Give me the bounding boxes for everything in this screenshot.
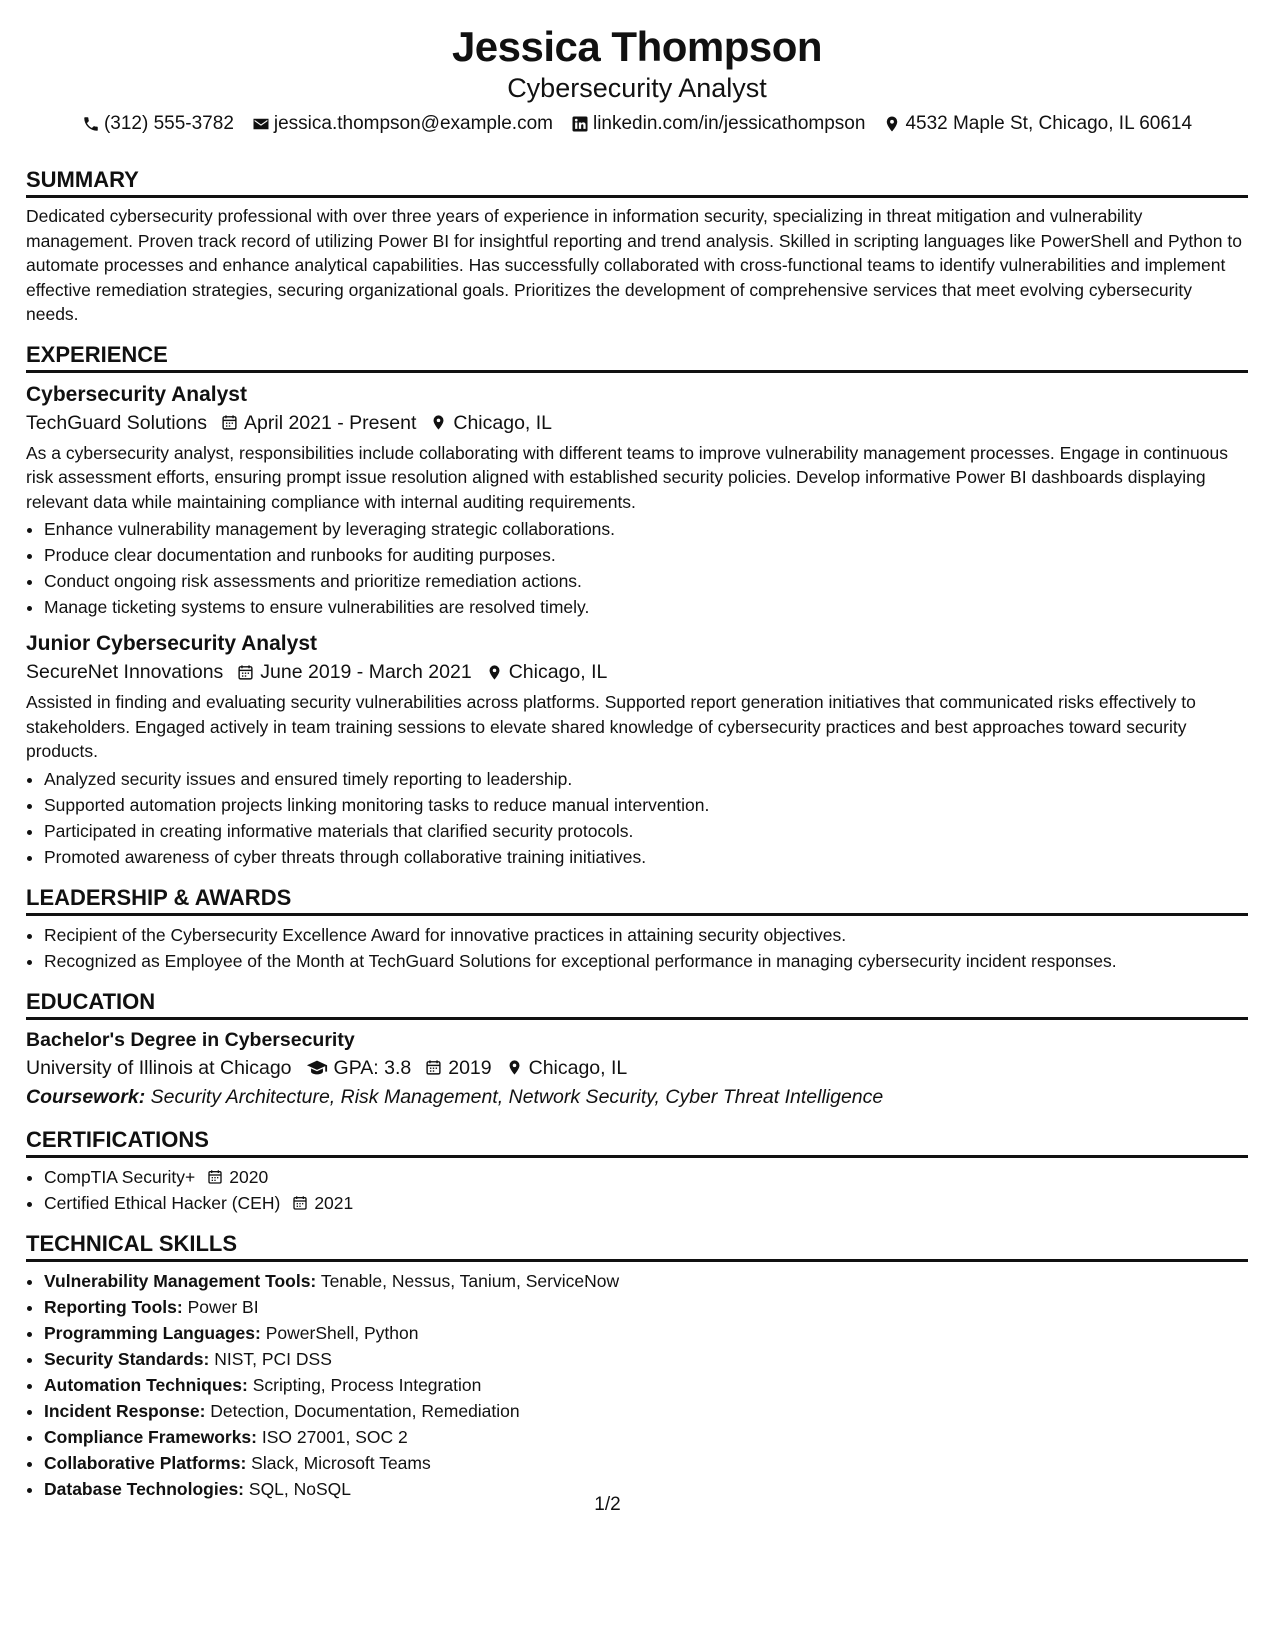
skills-section [26, 1230, 1248, 1502]
calendar-icon [221, 414, 238, 431]
list-item: • Supported automation projects linking monitoring tasks to reduce manual intervention. [44, 792, 1248, 818]
calendar-icon [237, 664, 254, 681]
section-title-education: EDUCATION [26, 988, 1248, 1020]
skill-label: Reporting Tools: [44, 1296, 183, 1317]
job-entry [26, 630, 1248, 870]
list-item [44, 1450, 1248, 1476]
section-title-experience: EXPERIENCE [26, 341, 1248, 373]
skill-value: Scripting, Process Integration [252, 1374, 482, 1395]
list-item [44, 1294, 1248, 1320]
skill-label: Automation Techniques: [44, 1374, 248, 1395]
skill-label: Incident Response: [44, 1400, 206, 1421]
list-item: • Recipient of the Cybersecurity Excellence Award for innovative practices in attaining security objectives. [44, 922, 1248, 948]
education-school: University of Illinois at Chicago [26, 1056, 292, 1079]
skill-value: Tenable, Nessus, Tanium, ServiceNow [320, 1270, 620, 1291]
education-gpa: GPA: 3.8 [333, 1056, 412, 1079]
education-section [26, 988, 1248, 1112]
job-location: Chicago, IL [453, 411, 553, 434]
contact-email[interactable] [252, 112, 553, 136]
contact-bar [26, 112, 1248, 136]
skill-label: Compliance Frameworks: [44, 1426, 257, 1447]
section-title-certifications: CERTIFICATIONS [26, 1126, 1248, 1158]
candidate-name: Jessica Thompson [451, 23, 823, 70]
education-degree: Bachelor's Degree in Cybersecurity [26, 1028, 355, 1051]
section-title-skills: TECHNICAL SKILLS [26, 1230, 1248, 1262]
skill-value: PowerShell, Python [265, 1322, 419, 1343]
award-list [26, 922, 1248, 974]
list-item: • Promoted awareness of cyber threats through collaborative training initiatives. [44, 844, 1248, 870]
certification-year: 2020 [229, 1166, 269, 1187]
certification-name: • CompTIA Security+ [44, 1166, 196, 1187]
job-description: As a cybersecurity analyst, responsibilities include collaborating with different teams to improve vulnerability management processes. Engage in continuous risk assessment efforts, ensuring prompt issue resolution aligned with established security policies. Develop informative Power BI dashboards displaying relevant data while maintaining compliance with internal auditing requirements. [26, 442, 1228, 512]
summary-section [26, 166, 1248, 327]
list-item [44, 1424, 1248, 1450]
job-company: SecureNet Innovations [26, 661, 224, 683]
calendar-icon [425, 1059, 442, 1076]
contact-phone-text: (312) 555-3782 [103, 113, 234, 134]
job-company: TechGuard Solutions [26, 411, 208, 434]
job-location: Chicago, IL [508, 661, 608, 683]
job-meta [26, 409, 1248, 437]
list-item [44, 1190, 1248, 1216]
list-item: • Manage ticketing systems to ensure vulnerabilities are resolved timely. [44, 594, 1248, 620]
skill-label: Database Technologies: [44, 1478, 245, 1499]
job-dates: April 2021 - Present [244, 411, 417, 434]
education-coursework [26, 1082, 1248, 1112]
job-bullets [26, 766, 1248, 870]
certification-name: • Certified Ethical Hacker (CEH) [44, 1192, 281, 1213]
skill-label: Collaborative Platforms: [44, 1452, 247, 1473]
education-meta [26, 1054, 1248, 1082]
skill-value: Power BI [187, 1296, 259, 1317]
list-item: • Enhance vulnerability management by leveraging strategic collaborations. [44, 516, 1248, 542]
job-title: Junior Cybersecurity Analyst [26, 632, 317, 655]
contact-address-text: 4532 Maple St, Chicago, IL 60614 [905, 113, 1193, 134]
skill-value: Slack, Microsoft Teams [251, 1452, 431, 1473]
contact-email-text: jessica.thompson@example.com [273, 113, 553, 134]
list-item [44, 1320, 1248, 1346]
job-dates: June 2019 - March 2021 [260, 661, 472, 683]
linkedin-icon [571, 115, 589, 133]
phone-icon [82, 115, 100, 133]
contact-phone[interactable] [82, 112, 234, 136]
skill-label: Security Standards: [44, 1348, 210, 1369]
contact-linkedin-text: linkedin.com/in/jessicathompson [592, 113, 866, 134]
contact-linkedin[interactable] [571, 112, 865, 136]
skill-value: Detection, Documentation, Remediation [210, 1400, 520, 1421]
education-location: Chicago, IL [528, 1056, 628, 1079]
map-pin-icon [506, 1059, 523, 1076]
experience-section [26, 341, 1248, 870]
skill-label: Vulnerability Management Tools: [44, 1270, 317, 1291]
certification-year: 2021 [314, 1192, 354, 1213]
certification-list [26, 1164, 1248, 1216]
map-pin-icon [430, 414, 447, 431]
list-item [44, 1346, 1248, 1372]
list-item: • Participated in creating informative materials that clarified security protocols. [44, 818, 1248, 844]
map-pin-icon [883, 115, 901, 133]
skill-label: Programming Languages: [44, 1322, 261, 1343]
summary-text: Dedicated cybersecurity professional with over three years of experience in information security, specializing in threat mitigation and vulnerability management. Proven track record of utilizing Power BI for insightful reporting and trend analysis. Skilled in scripting languages like PowerShell and Python to automate processes and enhance analytical capabilities. Has successfully collaborated with cross-functional teams to identify vulnerabilities and implement effective remediation strategies, securing organizational goals. Prioritizes the development of comprehensive services that meet evolving cybersecurity needs. [26, 206, 1242, 324]
candidate-headline: Cybersecurity Analyst [507, 73, 767, 103]
skills-list [26, 1268, 1248, 1502]
section-title-leadership: LEADERSHIP & AWARDS [26, 884, 1248, 916]
list-item [44, 1398, 1248, 1424]
graduation-cap-icon [306, 1057, 328, 1079]
section-title-summary: SUMMARY [26, 166, 1248, 198]
calendar-icon [292, 1195, 308, 1211]
education-year: 2019 [448, 1056, 492, 1079]
job-description: Assisted in finding and evaluating security vulnerabilities across platforms. Supported report generation initiatives that communicated risks effectively to stakeholders. Engaged actively in team training sessions to elevate shared knowledge of cybersecurity practices and best approaches toward security products. [26, 692, 1196, 761]
list-item [44, 1268, 1248, 1294]
skill-value: ISO 27001, SOC 2 [261, 1426, 408, 1447]
skill-value: SQL, NoSQL [248, 1478, 352, 1499]
job-entry [26, 381, 1248, 621]
contact-address [883, 112, 1192, 136]
job-bullets [26, 516, 1248, 620]
certifications-section [26, 1126, 1248, 1216]
coursework-label: Coursework: [26, 1085, 146, 1108]
page-number: 1/2 [594, 1494, 621, 1515]
skill-value: NIST, PCI DSS [214, 1348, 332, 1369]
list-item: • Produce clear documentation and runbooks for auditing purposes. [44, 542, 1248, 568]
job-meta [26, 658, 1248, 686]
list-item: • Recognized as Employee of the Month at TechGuard Solutions for exceptional performance in managing cybersecurity incident responses. [44, 948, 1248, 974]
job-title: Cybersecurity Analyst [26, 382, 247, 406]
envelope-icon [252, 115, 270, 133]
coursework-text: Security Architecture, Risk Management, Network Security, Cyber Threat Intelligence [150, 1085, 884, 1108]
list-item: • Analyzed security issues and ensured timely reporting to leadership. [44, 766, 1248, 792]
map-pin-icon [486, 664, 503, 681]
list-item [44, 1164, 1248, 1190]
list-item [44, 1372, 1248, 1398]
leadership-section [26, 884, 1248, 974]
list-item: • Conduct ongoing risk assessments and prioritize remediation actions. [44, 568, 1248, 594]
resume-page [26, 24, 1248, 1502]
calendar-icon [207, 1169, 223, 1185]
